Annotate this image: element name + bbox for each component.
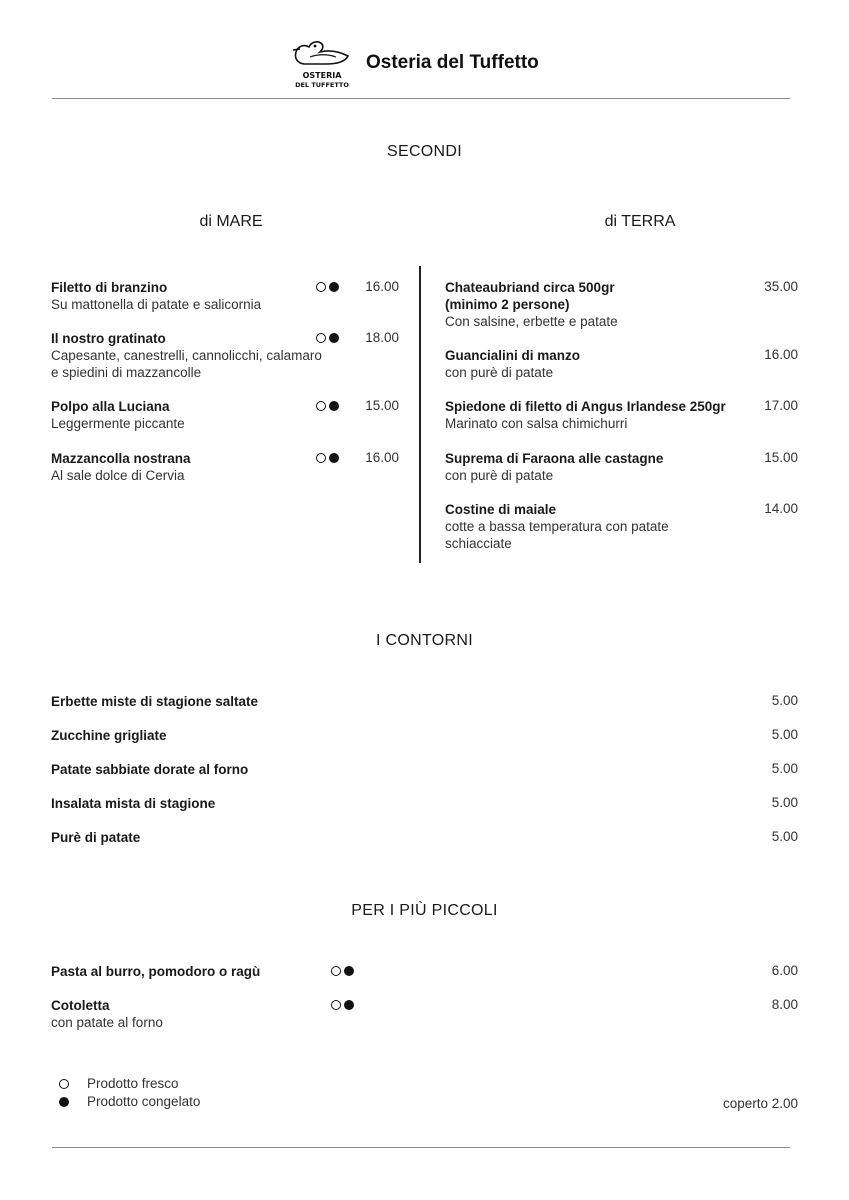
subtitle-terra: di TERRA — [604, 213, 676, 230]
circle-outline-icon — [331, 1000, 341, 1010]
item-price: 16.00 — [365, 279, 399, 294]
kids-item-price: 8.00 — [771, 997, 798, 1012]
circle-outline-icon — [331, 966, 341, 976]
fresh-frozen-indicator — [331, 1000, 354, 1010]
section-title-secondi: SECONDI — [387, 143, 462, 160]
column-divider — [419, 266, 421, 563]
legend-fresh: Prodotto fresco — [87, 1076, 179, 1091]
subtitle-mare: di MARE — [199, 213, 263, 230]
circle-filled-icon — [329, 333, 339, 343]
list-item-terra — [445, 450, 745, 484]
circle-filled-icon — [329, 453, 339, 463]
frozen-legend-icon — [59, 1097, 69, 1107]
item-name: Chateaubriand circa 500gr — [445, 280, 615, 295]
item-desc: schiacciate — [445, 536, 512, 551]
fresh-frozen-indicator — [316, 333, 339, 343]
item-desc: Al sale dolce di Cervia — [51, 468, 185, 483]
circle-outline-icon — [316, 401, 326, 411]
contorno-name: Patate sabbiate dorate al forno — [51, 762, 249, 777]
fresh-frozen-indicator — [331, 966, 354, 976]
item-name: Mazzancolla nostrana — [51, 451, 191, 466]
contorno-price: 5.00 — [771, 795, 798, 810]
header-divider — [52, 98, 790, 99]
fresh-frozen-indicator — [316, 453, 339, 463]
circle-outline-icon — [316, 453, 326, 463]
section-title-contorni: I CONTORNI — [376, 632, 473, 649]
contorno-name: Zucchine grigliate — [51, 728, 167, 743]
logo-line1: OSTERIA — [302, 71, 342, 80]
section-title-piccoli: PER I PIÙ PICCOLI — [351, 902, 498, 919]
kids-item — [51, 997, 163, 1031]
kids-item-price: 6.00 — [771, 963, 798, 978]
item-price: 14.00 — [764, 501, 798, 516]
item-name: Costine di maiale — [445, 502, 557, 517]
item-desc: Leggermente piccante — [51, 416, 185, 431]
circle-filled-icon — [329, 401, 339, 411]
item-desc: con purè di patate — [445, 468, 554, 483]
circle-filled-icon — [344, 1000, 354, 1010]
list-item-mare — [51, 279, 261, 313]
item-price: 18.00 — [365, 330, 399, 345]
item-desc: con purè di patate — [445, 365, 554, 380]
item-name: Filetto di branzino — [51, 280, 168, 295]
item-price: 16.00 — [365, 450, 399, 465]
list-item-terra — [445, 501, 745, 552]
kids-item-name: Cotoletta — [51, 998, 110, 1013]
item-desc: cotte a bassa temperatura con patate — [445, 519, 669, 534]
fresh-frozen-indicator — [316, 401, 339, 411]
legend-frozen: Prodotto congelato — [87, 1094, 201, 1109]
contorno-name: Erbette miste di stagione saltate — [51, 694, 259, 709]
circle-filled-icon — [344, 966, 354, 976]
kids-item-name: Pasta al burro, pomodoro o ragù — [51, 964, 261, 979]
fresh-frozen-indicator — [316, 282, 339, 292]
item-desc: e spiedini di mazzancolle — [51, 365, 202, 380]
contorno-price: 5.00 — [771, 829, 798, 844]
item-desc: Su mattonella di patate e salicornia — [51, 297, 262, 312]
contorno-price: 5.00 — [771, 761, 798, 776]
circle-filled-icon — [329, 282, 339, 292]
item-desc: Con salsine, erbette e patate — [445, 314, 618, 329]
contorno-name: Insalata mista di stagione — [51, 796, 216, 811]
footer-divider — [52, 1147, 790, 1148]
logo — [290, 32, 354, 92]
item-price: 35.00 — [764, 279, 798, 294]
item-price: 15.00 — [764, 450, 798, 465]
item-name: Guancialini di manzo — [445, 348, 581, 363]
list-item-mare — [51, 450, 191, 484]
item-name: Il nostro gratinato — [51, 331, 166, 346]
logo-line2: DEL TUFFETTO — [295, 81, 349, 89]
contorno-name: Purè di patate — [51, 830, 141, 845]
circle-outline-icon — [316, 333, 326, 343]
list-item-terra — [445, 347, 745, 381]
fresh-legend-icon — [59, 1079, 69, 1089]
item-desc: Marinato con salsa chimichurri — [445, 416, 628, 431]
item-price: 17.00 — [764, 398, 798, 413]
item-name: Spiedone di filetto di Angus Irlandese 250gr — [445, 399, 726, 414]
list-item-terra — [445, 398, 745, 432]
item-price: 15.00 — [365, 398, 399, 413]
contorno-price: 5.00 — [771, 693, 798, 708]
brand-name: Osteria del Tuffetto — [366, 52, 539, 73]
item-name: Polpo alla Luciana — [51, 399, 170, 414]
list-item-mare — [51, 330, 322, 381]
item-name: Suprema di Faraona alle castagne — [445, 451, 664, 466]
contorno-price: 5.00 — [771, 727, 798, 742]
list-item-mare — [51, 398, 185, 432]
item-name-note: (minimo 2 persone) — [445, 297, 570, 312]
kids-item-desc: con patate al forno — [51, 1015, 163, 1030]
list-item-terra — [445, 279, 745, 330]
circle-outline-icon — [316, 282, 326, 292]
duck-logo-icon — [290, 32, 354, 92]
item-price: 16.00 — [764, 347, 798, 362]
coperto-price: coperto 2.00 — [722, 1096, 798, 1111]
item-desc: Capesante, canestrelli, cannolicchi, calamaro — [51, 348, 322, 363]
